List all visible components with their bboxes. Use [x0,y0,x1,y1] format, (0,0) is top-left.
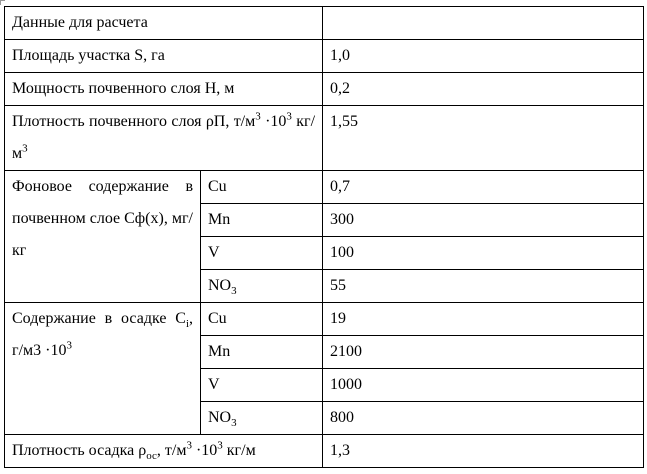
table-row-background-cu [5,171,644,204]
table-row-thickness [5,73,644,106]
calculation-data-table [4,6,644,468]
sediment-element: $NO_3$ [201,402,323,435]
background-label: Фоновое содержание в почвенном слое Cф(x), мг/кг [5,171,201,303]
background-value: 100 [323,237,644,270]
table-row-sediment-cu [5,303,644,336]
table-row-density [5,106,644,171]
table-row-sediment-density [5,435,644,468]
background-value: 300 [323,204,644,237]
sediment-density-value: 1,3 [323,435,644,468]
table-row-header [5,7,644,40]
corner-mark [0,0,5,5]
background-value: 55 [323,270,644,303]
sediment-label: Содержание в осадке $C_i$, $г/м3 \cdot 10^3$ [5,303,201,435]
sediment-value: 800 [323,402,644,435]
thickness-label: Мощность почвенного слоя H, м [5,73,323,106]
background-element: Cu [201,171,323,204]
table-row-area [5,40,644,73]
header-value-empty [323,7,644,40]
area-value: 1,0 [323,40,644,73]
sediment-element: V [201,369,323,402]
header-title: Данные для расчета [5,7,323,40]
sediment-value: 1000 [323,369,644,402]
background-element: V [201,237,323,270]
thickness-value: 0,2 [323,73,644,106]
sediment-value: 19 [323,303,644,336]
density-value: 1,55 [323,106,644,171]
sediment-element: Mn [201,336,323,369]
background-element: Mn [201,204,323,237]
sediment-density-label: Плотность осадка $\rho_{ос}$, $т/м^3 \cdot 10^3$ кг/м [5,435,323,468]
area-label: Площадь участка S, га [5,40,323,73]
sediment-element: Cu [201,303,323,336]
background-value: 0,7 [323,171,644,204]
density-label: Плотность почвенного слоя ρП, $т/м^3 \cdot 10^3$ $кг/м^3$ [5,106,323,171]
sediment-value: 2100 [323,336,644,369]
background-element: $NO_3$ [201,270,323,303]
